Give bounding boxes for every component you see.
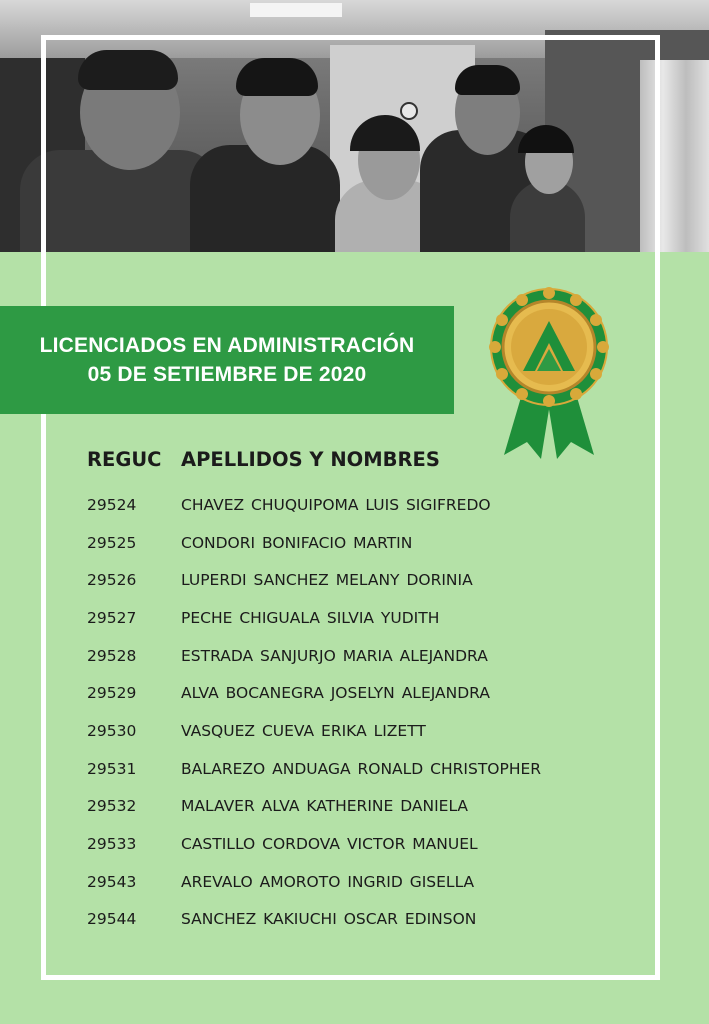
list-item (87, 825, 627, 863)
ceiling-light (250, 3, 342, 17)
graduate-name: BALAREZO ANDUAGA RONALD CHRISTOPHER (181, 759, 542, 778)
list-item (87, 712, 627, 750)
reguc-code: 29526 (87, 571, 137, 590)
graduate-name: PECHE CHIGUALA SILVIA YUDITH (181, 608, 440, 627)
reguc-code: 29525 (87, 533, 137, 552)
banner-title: LICENCIADOS EN ADMINISTRACIÓN (39, 334, 415, 357)
list-item (87, 863, 627, 901)
reguc-code: 29530 (87, 721, 137, 740)
reguc-code: 29531 (87, 759, 137, 778)
list-item (87, 637, 627, 675)
graduates-list (87, 444, 627, 938)
reguc-code: 29524 (87, 495, 137, 514)
graduate-name: CHAVEZ CHUQUIPOMA LUIS SIGIFREDO (181, 495, 491, 514)
list-item (87, 674, 627, 712)
reguc-code: 29544 (87, 910, 137, 929)
award-rosette-icon (479, 287, 619, 467)
graduate-name: LUPERDI SANCHEZ MELANY DORINIA (181, 571, 473, 590)
graduate-name: CONDORI BONIFACIO MARTIN (181, 533, 413, 552)
list-item (87, 486, 627, 524)
list-item (87, 750, 627, 788)
list-item (87, 788, 627, 826)
graduate-name: ALVA BOCANEGRA JOSELYN ALEJANDRA (181, 684, 490, 703)
reguc-code: 29527 (87, 608, 137, 627)
graduate-name: CASTILLO CORDOVA VICTOR MANUEL (181, 835, 478, 854)
title-banner (0, 306, 454, 414)
reguc-code: 29532 (87, 797, 137, 816)
list-item (87, 561, 627, 599)
header-reguc: REGUC (87, 447, 162, 471)
list-item (87, 599, 627, 637)
header-names: APELLIDOS Y NOMBRES (181, 447, 440, 471)
reguc-code: 29528 (87, 646, 137, 665)
list-header (87, 444, 627, 474)
list-rows (87, 486, 627, 938)
reguc-code: 29529 (87, 684, 137, 703)
reguc-code: 29533 (87, 835, 137, 854)
banner-date: 05 DE SETIEMBRE DE 2020 (87, 363, 367, 386)
graduate-name: VASQUEZ CUEVA ERIKA LIZETT (181, 721, 426, 740)
list-item (87, 524, 627, 562)
graduate-name: MALAVER ALVA KATHERINE DANIELA (181, 797, 469, 816)
reguc-code: 29543 (87, 872, 137, 891)
graduate-name: AREVALO AMOROTO INGRID GISELLA (181, 872, 475, 891)
graduate-name: SANCHEZ KAKIUCHI OSCAR EDINSON (181, 910, 477, 929)
graduate-name: ESTRADA SANJURJO MARIA ALEJANDRA (181, 646, 488, 665)
list-item (87, 901, 627, 939)
